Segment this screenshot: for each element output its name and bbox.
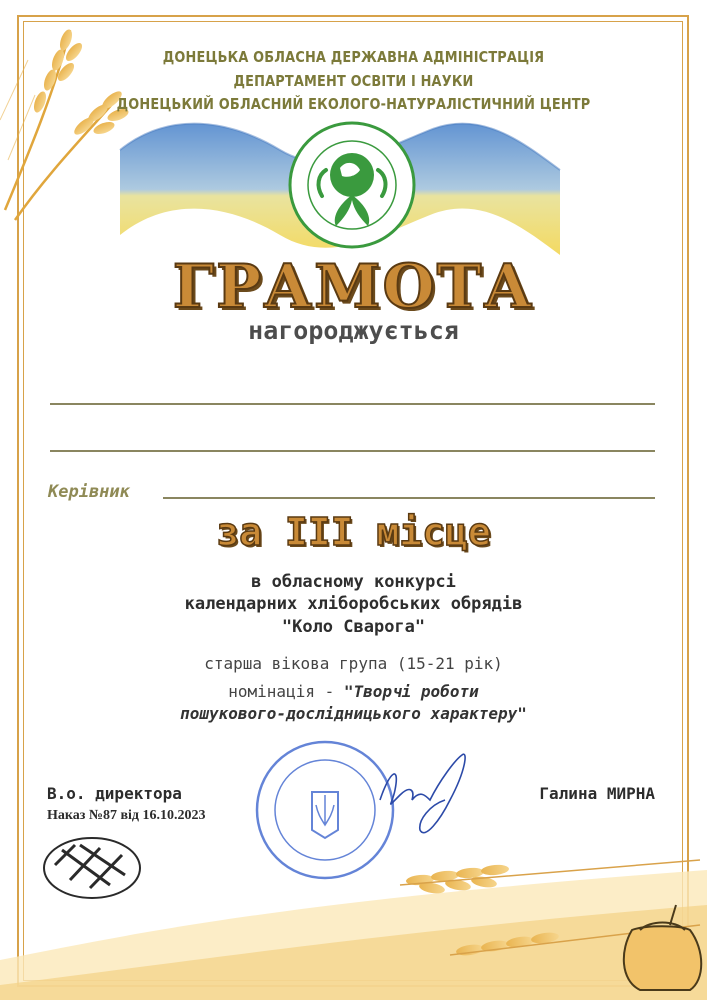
header-line-2: ДЕПАРТАМЕНТ ОСВІТИ І НАУКИ	[233, 72, 474, 90]
supervisor-label: Керівник	[48, 482, 130, 502]
contest-line-3: "Коло Сварога"	[281, 617, 426, 637]
recipient-line-1	[50, 403, 655, 405]
signatory-position: В.о. директора	[47, 784, 182, 803]
nomination-line-1	[0, 682, 707, 701]
header-line-3: ДОНЕЦЬКИЙ ОБЛАСНИЙ ЕКОЛОГО-НАТУРАЛІСТИЧНИЙ ЦЕНТР	[116, 95, 591, 113]
award-place: за ІІІ місце	[216, 510, 491, 554]
recipient-line-2	[50, 450, 655, 452]
supervisor-line	[163, 497, 655, 499]
age-group: старша вікова група (15-21 рік)	[204, 654, 503, 673]
contest-line-2: календарних хліборобських обрядів	[184, 594, 523, 614]
header-line-1: ДОНЕЦЬКА ОБЛАСНА ДЕРЖАВНА АДМІНІСТРАЦІЯ	[162, 48, 545, 66]
certificate-title: ГРАМОТА	[172, 252, 535, 322]
contest-line-1: в обласному конкурсі	[251, 572, 456, 592]
eco-center-logo	[290, 123, 414, 247]
nomination-name-line-1: "Творчі роботи	[343, 682, 479, 701]
certificate-subtitle: нагороджується	[248, 316, 459, 345]
signatory-name: Галина МИРНА	[539, 784, 655, 803]
nomination-line-2: пошукового-дослідницького характеру"	[180, 704, 527, 723]
nomination-prefix: номінація -	[228, 682, 344, 701]
bread-loaf-icon	[44, 838, 140, 898]
official-stamp	[257, 742, 393, 878]
order-reference: Наказ №87 від 16.10.2023	[47, 808, 206, 823]
